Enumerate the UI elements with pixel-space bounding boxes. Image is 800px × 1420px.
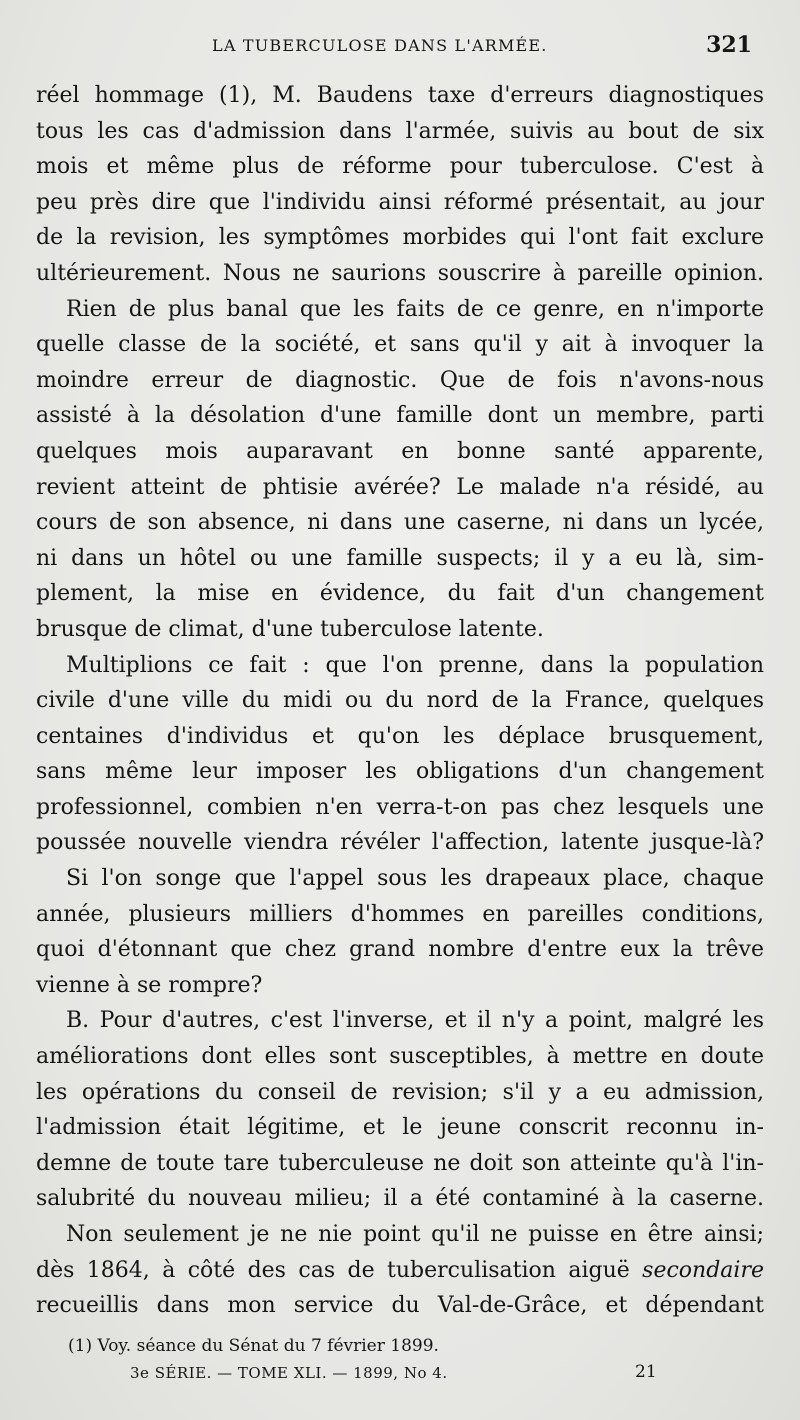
text-line-content: quelle classe de la société, et sans qu'il y ait à invoquer la bbox=[36, 332, 764, 358]
text-line bbox=[36, 1181, 764, 1217]
text-line-content: Multiplions ce fait : que l'on prenne, dans la population bbox=[66, 652, 764, 678]
text-line-content: plement, la mise en évidence, du fait d'un changement bbox=[36, 581, 764, 607]
emphasized-word: secondaire bbox=[642, 1257, 764, 1283]
text-line bbox=[36, 149, 764, 185]
text-line bbox=[36, 470, 764, 506]
text-line bbox=[36, 1253, 764, 1289]
signature-number: 21 bbox=[635, 1362, 657, 1382]
text-line bbox=[36, 363, 764, 399]
text-line bbox=[36, 398, 764, 434]
text-line-content: tous les cas d'admission dans l'armée, suivis au bout de six bbox=[36, 118, 764, 144]
text-line-content: les opérations du conseil de revision; s'il y a eu admission, bbox=[36, 1079, 764, 1105]
page-header bbox=[40, 30, 760, 70]
text-line bbox=[36, 861, 764, 897]
text-line-content: revient atteint de phtisie avérée? Le malade n'a résidé, au bbox=[36, 474, 764, 500]
text-line bbox=[36, 683, 764, 719]
text-line-content: demne de toute tare tuberculeuse ne doit son atteinte qu'à l'in- bbox=[36, 1150, 764, 1176]
text-line bbox=[36, 327, 764, 363]
text-line bbox=[36, 292, 764, 328]
text-line-content: l'admission était légitime, et le jeune conscrit reconnu in- bbox=[36, 1115, 764, 1141]
text-line bbox=[36, 1110, 764, 1146]
text-line bbox=[36, 1003, 764, 1039]
text-line-content: année, plusieurs milliers d'hommes en pareilles conditions, bbox=[36, 901, 764, 927]
text-line-content: poussée nouvelle viendra révéler l'affection, latente jusque-là? bbox=[36, 830, 764, 856]
body-text bbox=[36, 78, 764, 1324]
running-title: LA TUBERCULOSE DANS L'ARMÉE. bbox=[212, 36, 548, 55]
text-line-content: civile d'une ville du midi ou du nord de la France, quelques bbox=[36, 688, 764, 714]
text-line-content: de la revision, les symptômes morbides qui l'ont fait exclure bbox=[36, 225, 764, 251]
text-line bbox=[36, 256, 764, 292]
text-line-content: ni dans un hôtel ou une famille suspects; il y a eu là, sim- bbox=[36, 545, 764, 571]
text-line bbox=[36, 648, 764, 684]
text-line bbox=[36, 825, 764, 861]
text-line bbox=[36, 1146, 764, 1182]
text-line-content: ultérieurement. Nous ne saurions souscrire à pareille opinion. bbox=[36, 260, 764, 286]
text-line bbox=[36, 968, 764, 1004]
text-line-content: Si l'on songe que l'appel sous les drapeaux place, chaque bbox=[66, 866, 764, 892]
text-line-content: assisté à la désolation d'une famille dont un membre, parti bbox=[36, 403, 764, 429]
text-line bbox=[36, 114, 764, 150]
text-line-content: Rien de plus banal que les faits de ce genre, en n'importe bbox=[66, 296, 764, 322]
text-line-content: Non seulement je ne nie point qu'il ne puisse en être ainsi; bbox=[66, 1222, 764, 1247]
text-line bbox=[36, 185, 764, 221]
text-line bbox=[36, 754, 764, 790]
text-line-content: vienne à se rompre? bbox=[36, 972, 263, 998]
text-line-content: salubrité du nouveau milieu; il a été contaminé à la caserne. bbox=[36, 1186, 764, 1212]
text-line bbox=[36, 1039, 764, 1075]
text-line-content: brusque de climat, d'une tuberculose latente. bbox=[36, 616, 544, 642]
text-line-content: centaines d'individus et qu'on les déplace brusquement, bbox=[36, 723, 764, 749]
text-line-content: quoi d'étonnant que chez grand nombre d'entre eux la trêve bbox=[36, 937, 764, 963]
text-line bbox=[36, 790, 764, 826]
text-line bbox=[36, 1075, 764, 1111]
text-line bbox=[36, 576, 764, 612]
text-line bbox=[36, 1288, 764, 1324]
text-line-content: cours de son absence, ni dans une caserne, ni dans un lycée, bbox=[36, 510, 764, 536]
text-line bbox=[36, 78, 764, 114]
text-line-content: réel hommage (1), M. Baudens taxe d'erreurs diagnostiques bbox=[36, 83, 764, 108]
text-line-content: recueillis dans mon service du Val-de-Grâce, et dépendant bbox=[36, 1293, 764, 1319]
footnote: (1) Voy. séance du Sénat du 7 février 1899. bbox=[68, 1336, 439, 1356]
page-number: 321 bbox=[706, 32, 752, 58]
text-line bbox=[36, 932, 764, 968]
text-line bbox=[36, 897, 764, 933]
text-line bbox=[36, 719, 764, 755]
text-line-content: sans même leur imposer les obligations d'un changement bbox=[36, 759, 764, 785]
text-line bbox=[36, 220, 764, 256]
text-line-content: professionnel, combien n'en verra-t-on pas chez lesquels une bbox=[36, 794, 764, 820]
text-line-content: mois et même plus de réforme pour tuberculose. C'est à bbox=[36, 154, 764, 180]
text-line-content: dès 1864, à côté des cas de tuberculisation aiguë bbox=[36, 1257, 643, 1283]
text-line-content: améliorations dont elles sont susceptibles, à mettre en doute bbox=[36, 1044, 764, 1070]
text-line bbox=[36, 505, 764, 541]
text-line-content: B. Pour d'autres, c'est l'inverse, et il n'y a point, malgré les bbox=[66, 1008, 764, 1034]
text-line-content: quelques mois auparavant en bonne santé apparente, bbox=[36, 438, 764, 464]
text-line-content: moindre erreur de diagnostic. Que de fois n'avons-nous bbox=[36, 367, 764, 393]
text-line bbox=[36, 612, 764, 648]
text-line bbox=[36, 1217, 764, 1253]
text-line-content: peu près dire que l'individu ainsi réformé présentait, au jour bbox=[36, 189, 764, 215]
series-volume-label: 3e SÉRIE. — TOME XLI. — 1899, No 4. bbox=[130, 1364, 448, 1382]
text-line bbox=[36, 541, 764, 577]
text-line bbox=[36, 434, 764, 470]
